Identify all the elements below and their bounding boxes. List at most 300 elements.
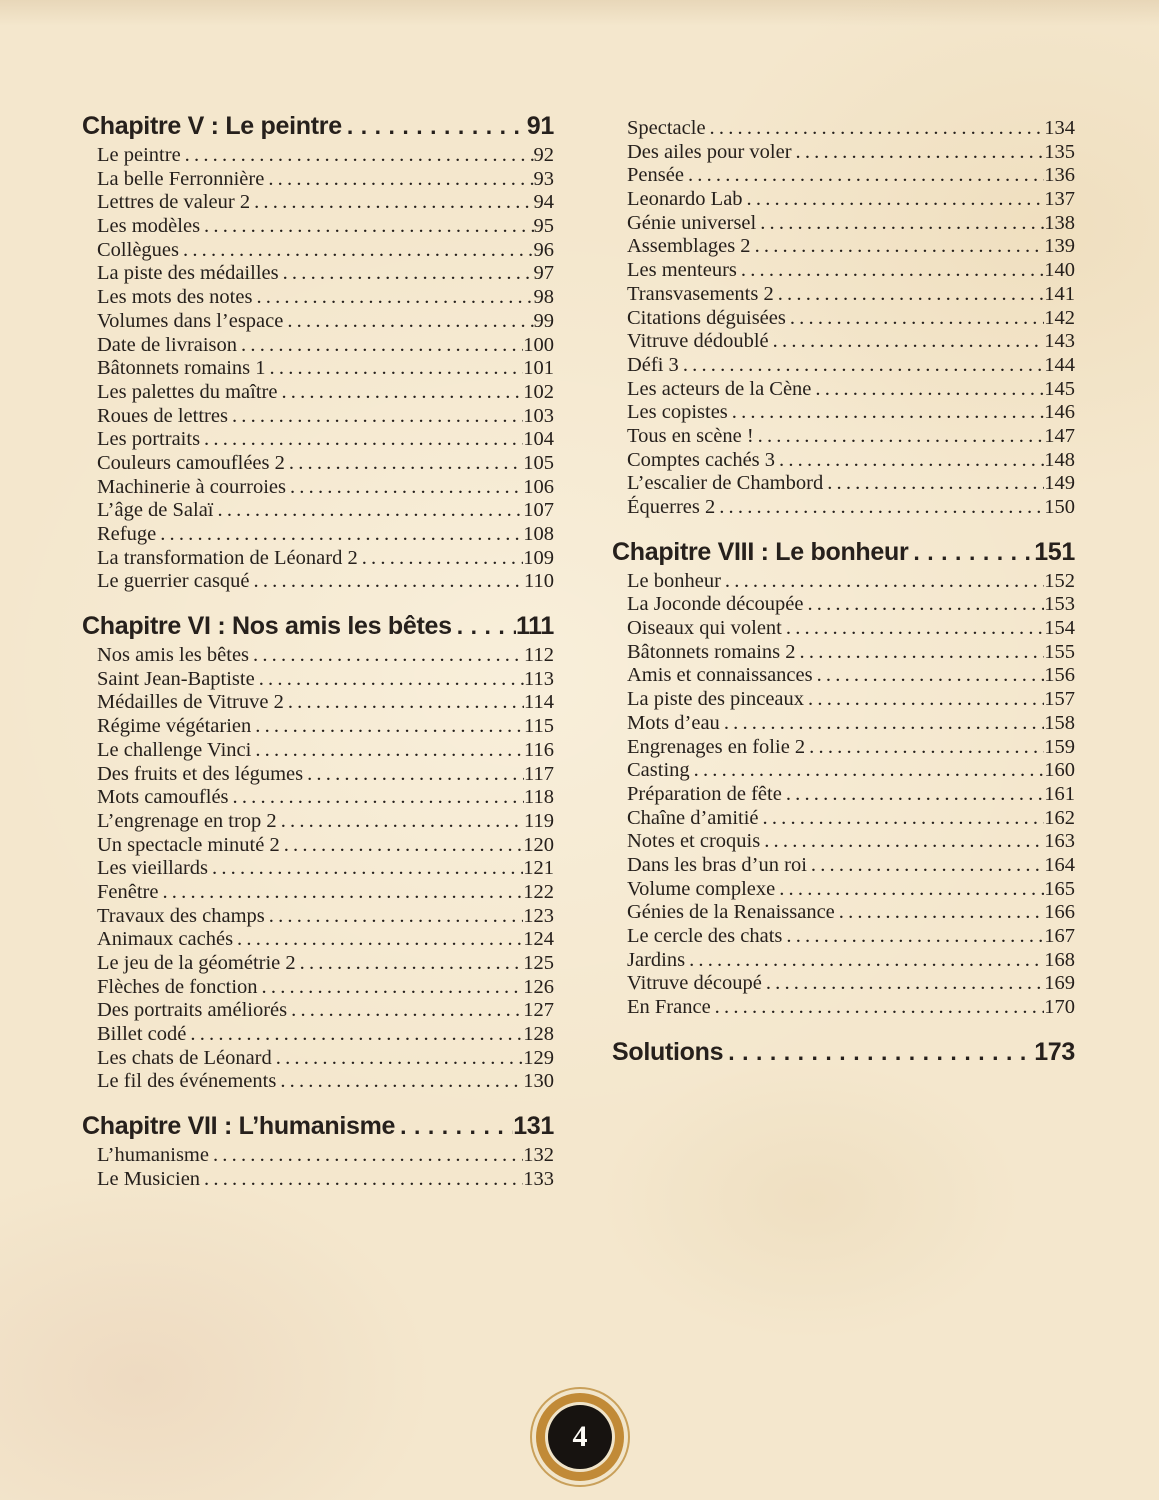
entry-page-number: 173 (1034, 1037, 1075, 1066)
toc-entry (82, 499, 554, 523)
dot-leader (762, 972, 1044, 996)
toc-entry (82, 976, 554, 1000)
toc-entry (612, 378, 1075, 402)
dot-leader (720, 712, 1044, 736)
dot-leader (759, 807, 1045, 831)
toc-entry (82, 928, 554, 952)
dot-leader (252, 286, 533, 310)
toc-entry (82, 1023, 554, 1047)
toc-entry (82, 999, 554, 1023)
dot-leader (251, 715, 524, 739)
entry-page-number: 133 (523, 1167, 554, 1190)
entry-title: Roues de lettres (97, 404, 228, 427)
entry-page-number: 92 (533, 144, 554, 166)
entry-title: Refuge (97, 523, 157, 545)
entry-title: La transformation de Léonard 2 (97, 546, 358, 569)
toc-entry (82, 1047, 554, 1071)
entry-page-number: 134 (1044, 117, 1075, 139)
toc-entry (82, 905, 554, 929)
toc-section (82, 1111, 554, 1191)
toc-entry (612, 759, 1075, 783)
chapter-title: Chapitre VI : Nos amis les bêtes (82, 612, 452, 641)
entry-page-number: 151 (1034, 537, 1075, 566)
toc-entry (612, 854, 1075, 878)
entry-title: Le cercle des chats (627, 925, 783, 947)
dot-leader (782, 783, 1044, 807)
entry-title: Travaux des champs (97, 904, 265, 927)
toc-entry (82, 286, 554, 310)
dot-leader (179, 239, 534, 263)
entry-page-number: 114 (524, 691, 554, 714)
toc-entry (612, 972, 1075, 996)
toc-entry (82, 191, 554, 215)
toc-entry (82, 691, 554, 715)
toc-entry (82, 547, 554, 571)
entry-page-number: 139 (1044, 235, 1075, 258)
dot-leader (395, 1111, 513, 1141)
entry-page-number: 154 (1044, 617, 1075, 640)
dot-leader (813, 664, 1045, 688)
entry-title: Des portraits améliorés (97, 999, 288, 1022)
dot-leader (228, 405, 523, 429)
toc-entry (612, 570, 1075, 594)
toc-section (612, 1037, 1075, 1067)
dot-leader (737, 259, 1044, 283)
dot-leader (775, 878, 1044, 902)
dot-leader (181, 144, 534, 168)
dot-leader (803, 593, 1044, 617)
toc-entry (612, 996, 1075, 1020)
toc-entry (612, 593, 1075, 617)
entry-title: Amis et connaissances (627, 664, 813, 687)
entry-title: Collègues (97, 238, 179, 261)
toc-entry (82, 1144, 554, 1168)
entry-title: L’âge de Salaï (97, 499, 214, 522)
toc-entry (612, 259, 1075, 283)
dot-leader (283, 310, 533, 334)
entry-page-number: 163 (1044, 830, 1075, 853)
entry-title: Assemblages 2 (627, 235, 751, 258)
toc-entry (612, 164, 1075, 188)
chapter-title: Solutions (612, 1037, 724, 1066)
entry-page-number: 160 (1044, 759, 1075, 782)
toc-entry (612, 736, 1075, 760)
toc-entry (82, 763, 554, 787)
toc-entry (612, 283, 1075, 307)
toc-entry (612, 212, 1075, 236)
dot-leader (276, 1070, 523, 1094)
entry-title: Les chats de Léonard (97, 1046, 272, 1069)
entry-title: Volume complexe (627, 877, 776, 900)
entry-title: Engrenages en folie 2 (627, 735, 806, 758)
dot-leader (775, 449, 1044, 473)
dot-leader (782, 617, 1044, 641)
toc-entry (82, 381, 554, 405)
dot-leader (782, 925, 1044, 949)
entry-title: Saint Jean-Baptiste (97, 667, 255, 690)
dot-leader (279, 262, 534, 286)
toc-right-column (612, 111, 1075, 1209)
entry-page-number: 120 (523, 833, 554, 856)
entry-page-number: 124 (523, 928, 554, 951)
entry-title: Les mots des notes (97, 286, 253, 309)
dot-leader (358, 547, 524, 571)
toc-entry (82, 357, 554, 381)
dot-leader (264, 168, 533, 192)
entry-title: Transvasements 2 (627, 282, 774, 305)
entry-title: Les palettes du maître (97, 380, 278, 403)
chapter-heading (82, 1111, 554, 1141)
dot-leader (679, 354, 1044, 378)
dot-leader (266, 357, 524, 381)
dot-leader (711, 996, 1045, 1020)
entry-page-number: 116 (524, 738, 554, 761)
entry-page-number: 146 (1044, 401, 1075, 424)
entry-title: Génie universel (627, 211, 757, 234)
dot-leader (804, 688, 1044, 712)
entry-title: Le challenge Vinci (97, 738, 252, 761)
entry-page-number: 93 (533, 167, 554, 190)
entry-title: Citations déguisées (627, 306, 786, 329)
entry-page-number: 110 (524, 570, 554, 593)
dot-leader (296, 952, 524, 976)
entry-page-number: 148 (1044, 448, 1075, 471)
dot-leader (774, 283, 1045, 307)
toc-entry (612, 830, 1075, 854)
toc-entry (82, 452, 554, 476)
toc-entry (82, 334, 554, 358)
dot-leader (200, 428, 523, 452)
toc-entry (82, 786, 554, 810)
toc-entry (612, 949, 1075, 973)
entry-page-number: 94 (533, 191, 554, 214)
entry-title: Casting (627, 759, 690, 782)
toc-section (82, 111, 554, 594)
entry-page-number: 121 (523, 857, 554, 880)
dot-leader (303, 763, 524, 787)
entry-page-number: 117 (524, 762, 554, 785)
dot-leader (792, 141, 1045, 165)
toc-entry (612, 925, 1075, 949)
entry-page-number: 103 (523, 404, 554, 427)
entry-page-number: 150 (1044, 496, 1075, 518)
toc-entry (82, 310, 554, 334)
entry-title: Leonardo Lab (627, 188, 743, 211)
dot-leader (728, 401, 1044, 425)
dot-leader (835, 901, 1044, 925)
entry-page-number: 166 (1044, 901, 1075, 924)
entry-page-number: 104 (523, 428, 554, 451)
entry-title: Régime végétarien (97, 715, 252, 738)
entry-page-number: 149 (1044, 472, 1075, 495)
dot-leader (286, 476, 523, 500)
dot-leader (743, 188, 1045, 212)
entry-title: Vitruve dédoublé (627, 330, 769, 353)
toc-entry (82, 168, 554, 192)
entry-page-number: 109 (523, 546, 554, 569)
chapter-title: Chapitre VIII : Le bonheur (612, 537, 909, 566)
entry-page-number: 136 (1044, 164, 1075, 187)
entry-title: Flèches de fonction (97, 975, 258, 998)
toc-entry (612, 688, 1075, 712)
entry-title: Le peintre (97, 144, 181, 166)
entry-title: Les vieillards (97, 857, 209, 880)
dot-leader (277, 381, 523, 405)
entry-page-number: 119 (524, 809, 554, 832)
dot-leader (287, 999, 523, 1023)
entry-page-number: 153 (1044, 593, 1075, 616)
page-number-badge (548, 1405, 612, 1469)
dot-leader (754, 425, 1045, 449)
toc-entry (612, 141, 1075, 165)
toc-entry (612, 307, 1075, 331)
entry-page-number: 157 (1044, 688, 1075, 711)
dot-leader (723, 1037, 1034, 1067)
entry-page-number: 142 (1044, 306, 1075, 329)
entry-title: En France (627, 996, 711, 1019)
chapter-heading (82, 111, 554, 141)
entry-page-number: 141 (1044, 282, 1075, 305)
page-number: 4 (572, 1420, 588, 1453)
dot-leader (200, 1168, 523, 1192)
dot-leader (229, 786, 524, 810)
entry-title: Des ailes pour voler (627, 140, 792, 163)
entry-title: Spectacle (627, 117, 706, 139)
entry-page-number: 105 (523, 451, 554, 474)
entry-page-number: 107 (523, 499, 554, 522)
entry-title: Le fil des événements (97, 1070, 277, 1093)
toc-entry (612, 901, 1075, 925)
toc-entry (612, 235, 1075, 259)
toc-entry (82, 523, 554, 547)
dot-leader (284, 691, 524, 715)
entry-page-number: 143 (1044, 330, 1075, 353)
entry-page-number: 140 (1044, 259, 1075, 282)
dot-leader (751, 235, 1045, 259)
dot-leader (756, 212, 1044, 236)
entry-page-number: 125 (523, 952, 554, 974)
toc-entry (612, 783, 1075, 807)
toc-entry (82, 405, 554, 429)
dot-leader (156, 523, 523, 547)
dot-leader (186, 1023, 523, 1047)
toc-entry (82, 262, 554, 286)
dot-leader (760, 830, 1044, 854)
entry-title: Couleurs camouflées 2 (97, 451, 285, 474)
entry-title: Un spectacle minuté 2 (97, 833, 280, 856)
entry-page-number: 165 (1044, 877, 1075, 900)
chapter-heading (82, 611, 554, 641)
dot-leader (251, 739, 524, 763)
entry-page-number: 112 (524, 644, 554, 667)
entry-title: Volumes dans l’espace (97, 309, 284, 332)
entry-page-number: 126 (523, 975, 554, 998)
entry-title: Médailles de Vitruve 2 (97, 691, 284, 714)
dot-leader (706, 117, 1045, 141)
entry-page-number: 135 (1044, 140, 1075, 163)
entry-page-number: 127 (523, 999, 554, 1022)
entry-title: Billet codé (97, 1023, 187, 1046)
entry-title: Les modèles (97, 215, 201, 238)
entry-title: Jardins (627, 948, 686, 971)
entry-page-number: 128 (523, 1023, 554, 1046)
dot-leader (285, 452, 523, 476)
entry-title: Oiseaux qui volent (627, 617, 782, 640)
toc-section (612, 537, 1075, 1020)
dot-leader (342, 111, 527, 141)
dot-leader (721, 570, 1044, 594)
toc-entry (82, 144, 554, 168)
dot-leader (250, 191, 533, 215)
dot-leader (277, 810, 524, 834)
toc-left-column (82, 111, 554, 1209)
entry-page-number: 108 (523, 523, 554, 545)
chapter-title: Chapitre VII : L’humanisme (82, 1112, 396, 1141)
toc-entry (82, 570, 554, 594)
entry-page-number: 98 (533, 286, 554, 309)
dot-leader (200, 215, 533, 239)
entry-title: La Joconde découpée (627, 593, 804, 616)
dot-leader (908, 537, 1034, 567)
entry-page-number: 106 (523, 475, 554, 498)
toc-entry (82, 668, 554, 692)
entry-page-number: 138 (1044, 211, 1075, 234)
dot-leader (690, 759, 1045, 783)
chapter-title: Chapitre V : Le peintre (82, 112, 342, 140)
dot-leader (208, 857, 523, 881)
entry-title: Le guerrier casqué (97, 570, 250, 593)
entry-title: Préparation de fête (627, 782, 782, 805)
entry-title: Défi 3 (627, 353, 679, 376)
entry-title: Mots d’eau (627, 711, 720, 734)
entry-title: L’escalier de Chambord (627, 472, 824, 495)
entry-page-number: 131 (513, 1112, 554, 1141)
entry-page-number: 113 (524, 667, 554, 690)
toc-entry (612, 449, 1075, 473)
entry-page-number: 132 (523, 1144, 554, 1167)
toc-entry (82, 239, 554, 263)
entry-title: Les portraits (97, 428, 201, 451)
entry-page-number: 97 (533, 262, 554, 285)
entry-page-number: 129 (523, 1046, 554, 1069)
entry-page-number: 99 (533, 309, 554, 332)
toc-entry (612, 496, 1075, 520)
toc-entry (612, 472, 1075, 496)
dot-leader (258, 976, 524, 1000)
toc-entry (612, 188, 1075, 212)
toc-entry (82, 834, 554, 858)
toc-entry (82, 1168, 554, 1192)
dot-leader (272, 1047, 524, 1071)
entry-title: Comptes cachés 3 (627, 448, 776, 471)
entry-page-number: 155 (1044, 640, 1075, 663)
dot-leader (265, 905, 523, 929)
entry-page-number: 169 (1044, 972, 1075, 995)
entry-page-number: 170 (1044, 996, 1075, 1019)
toc-entry (82, 810, 554, 834)
entry-title: Tous en scène ! (627, 424, 754, 447)
dot-leader (769, 330, 1045, 354)
entry-title: La belle Ferronnière (97, 167, 265, 190)
entry-title: Pensée (627, 164, 684, 187)
entry-title: Bâtonnets romains 2 (627, 640, 796, 663)
entry-title: Génies de la Renaissance (627, 901, 835, 924)
entry-page-number: 118 (524, 786, 554, 809)
entry-page-number: 100 (523, 333, 554, 356)
toc-entry (612, 354, 1075, 378)
entry-title: Des fruits et des légumes (97, 762, 304, 785)
entry-title: Le Musicien (97, 1167, 201, 1190)
entry-title: Les acteurs de la Cène (627, 377, 812, 400)
dot-leader (715, 496, 1044, 520)
entry-title: Chaîne d’amitié (627, 806, 759, 829)
entry-page-number: 156 (1044, 664, 1075, 687)
entry-page-number: 111 (515, 612, 554, 641)
entry-title: Notes et croquis (627, 830, 761, 853)
entry-title: Le bonheur (627, 569, 721, 592)
dot-leader (209, 1144, 523, 1168)
toc-entry (82, 1070, 554, 1094)
entry-page-number: 122 (523, 880, 554, 903)
entry-title: Vitruve découpé (627, 972, 762, 995)
entry-page-number: 123 (523, 904, 554, 927)
entry-page-number: 145 (1044, 377, 1075, 400)
entry-page-number: 102 (523, 380, 554, 403)
entry-title: Bâtonnets romains 1 (97, 357, 266, 380)
entry-title: Dans les bras d’un roi (627, 853, 807, 876)
entry-page-number: 144 (1044, 353, 1075, 376)
entry-title: Les copistes (627, 401, 728, 424)
entry-page-number: 164 (1044, 853, 1075, 876)
entry-title: Fenêtre (97, 880, 159, 903)
dot-leader (796, 641, 1045, 665)
entry-page-number: 95 (533, 215, 554, 238)
entry-page-number: 115 (524, 715, 554, 738)
toc-entry (612, 807, 1075, 831)
entry-title: Nos amis les bêtes (97, 644, 250, 667)
toc-entry (612, 401, 1075, 425)
dot-leader (233, 928, 523, 952)
dot-leader (811, 378, 1044, 402)
entry-page-number: 91 (526, 112, 554, 140)
dot-leader (805, 736, 1044, 760)
toc-entry (612, 641, 1075, 665)
entry-page-number: 167 (1044, 925, 1075, 947)
dot-leader (214, 499, 524, 523)
dot-leader (452, 611, 516, 641)
entry-page-number: 137 (1044, 188, 1075, 211)
entry-page-number: 96 (533, 238, 554, 261)
entry-title: L’engrenage en trop 2 (97, 809, 277, 832)
entry-title: La piste des pinceaux (627, 688, 805, 711)
entry-title: Machinerie à courroies (97, 475, 286, 498)
dot-leader (280, 834, 524, 858)
entry-title: Le jeu de la géométrie 2 (97, 952, 296, 974)
entry-page-number: 130 (523, 1070, 554, 1093)
dot-leader (158, 881, 523, 905)
toc-entry (82, 644, 554, 668)
entry-page-number: 159 (1044, 735, 1075, 758)
dot-leader (249, 644, 524, 668)
dot-leader (823, 472, 1044, 496)
toc-entry (82, 428, 554, 452)
toc-entry (612, 664, 1075, 688)
toc-entry (612, 712, 1075, 736)
entry-page-number: 152 (1044, 569, 1075, 592)
entry-title: Mots camouflés (97, 786, 229, 809)
toc-entry (82, 881, 554, 905)
chapter-heading (612, 1037, 1075, 1067)
